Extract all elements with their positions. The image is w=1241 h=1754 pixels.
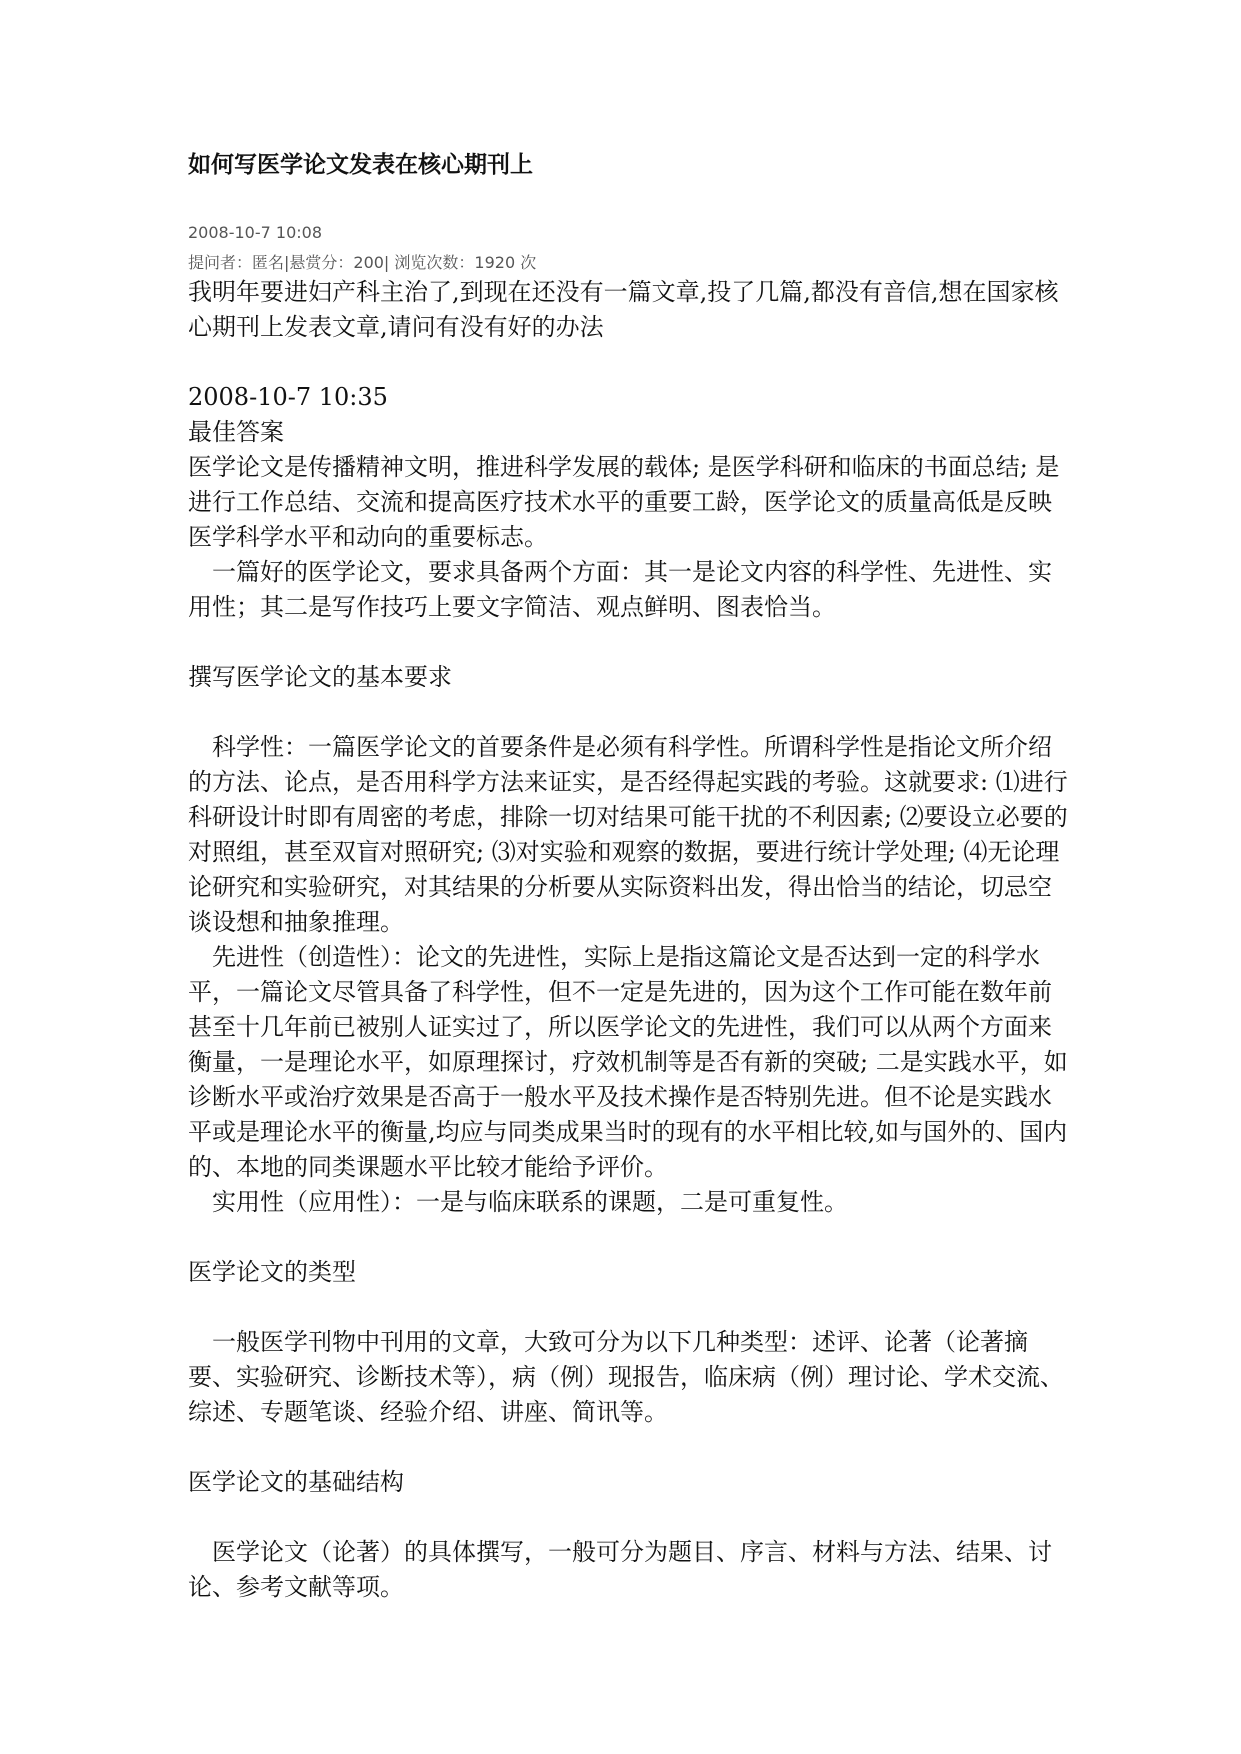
spacer	[188, 695, 1070, 730]
answer-date: 2008-10-7 10:35	[188, 383, 388, 411]
spacer	[188, 1290, 1070, 1325]
spacer	[188, 1220, 1070, 1255]
section-heading-types: 医学论文的类型	[188, 1258, 356, 1286]
two-aspects-paragraph: 一篇好的医学论文，要求具备两个方面：其一是论文内容的科学性、先进性、实用性；其二是写作技巧上要文字简洁、观点鲜明、图表恰当。	[188, 558, 1052, 621]
question-date: 2008-10-7 10:08	[188, 223, 322, 242]
spacer	[188, 625, 1070, 660]
question-text: 我明年要进妇产科主治了,到现在还没有一篇文章,投了几篇,都没有音信,想在国家核心期刊上发表文章,请问有没有好的办法	[188, 278, 1059, 341]
structure-paragraph: 医学论文（论著）的具体撰写，一般可分为题目、序言、材料与方法、结果、讨论、参考文献等项。	[188, 1538, 1052, 1601]
question-meta: 提问者：匿名|悬赏分：200| 浏览次数：1920 次	[188, 253, 537, 272]
document-content	[188, 150, 1070, 1605]
intro-paragraph: 医学论文是传播精神文明，推进科学发展的载体; 是医学科研和临床的书面总结; 是进行工作总结、交流和提高医疗技术水平的重要工龄，医学论文的质量高低是反映医学科学水平和动向的重要标志。	[188, 453, 1060, 551]
scientific-paragraph: 科学性：一篇医学论文的首要条件是必须有科学性。所谓科学性是指论文所介绍的方法、论点，是否用科学方法来证实，是否经得起实践的考验。这就要求: ⑴进行科研设计时即有周密的考虑，排除一切对结果可能干扰的不利因素; ⑵要设立必要的对照组，甚至双盲对照研究; ⑶对实验和观察的数据，要进行统计学处理; ⑷无论理论研究和实验研究，对其结果的分析要从实际资料出发，得出恰当的结论，切忌空谈设想和抽象推理。	[188, 733, 1068, 936]
types-paragraph: 一般医学刊物中刊用的文章，大致可分为以下几种类型：述评、论著（论著摘要、实验研究、诊断技术等），病（例）现报告，临床病（例）理讨论、学术交流、综述、专题笔谈、经验介绍、讲座、简讯等。	[188, 1328, 1064, 1426]
best-answer-label: 最佳答案	[188, 418, 284, 446]
spacer	[188, 1430, 1070, 1465]
page-title: 如何写医学论文发表在核心期刊上	[188, 152, 533, 178]
section-heading-structure: 医学论文的基础结构	[188, 1468, 404, 1496]
section-heading-basic-requirements: 撰写医学论文的基本要求	[188, 663, 452, 691]
spacer	[188, 1500, 1070, 1535]
practical-paragraph: 实用性（应用性）：一是与临床联系的课题，二是可重复性。	[212, 1188, 848, 1216]
advanced-paragraph: 先进性（创造性）：论文的先进性，实际上是指这篇论文是否达到一定的科学水平，一篇论文尽管具备了科学性，但不一定是先进的，因为这个工作可能在数年前甚至十几年前已被别人证实过了，所以医学论文的先进性，我们可以从两个方面来衡量，一是理论水平，如原理探讨，疗效机制等是否有新的突破; 二是实践水平，如诊断水平或治疗效果是否高于一般水平及技术操作是否特别先进。但不论是实践水平或是理论水平的衡量,均应与同类成果当时的现有的水平相比较,如与国外的、国内的、本地的同类课题水平比较才能给予评价。	[188, 943, 1068, 1181]
